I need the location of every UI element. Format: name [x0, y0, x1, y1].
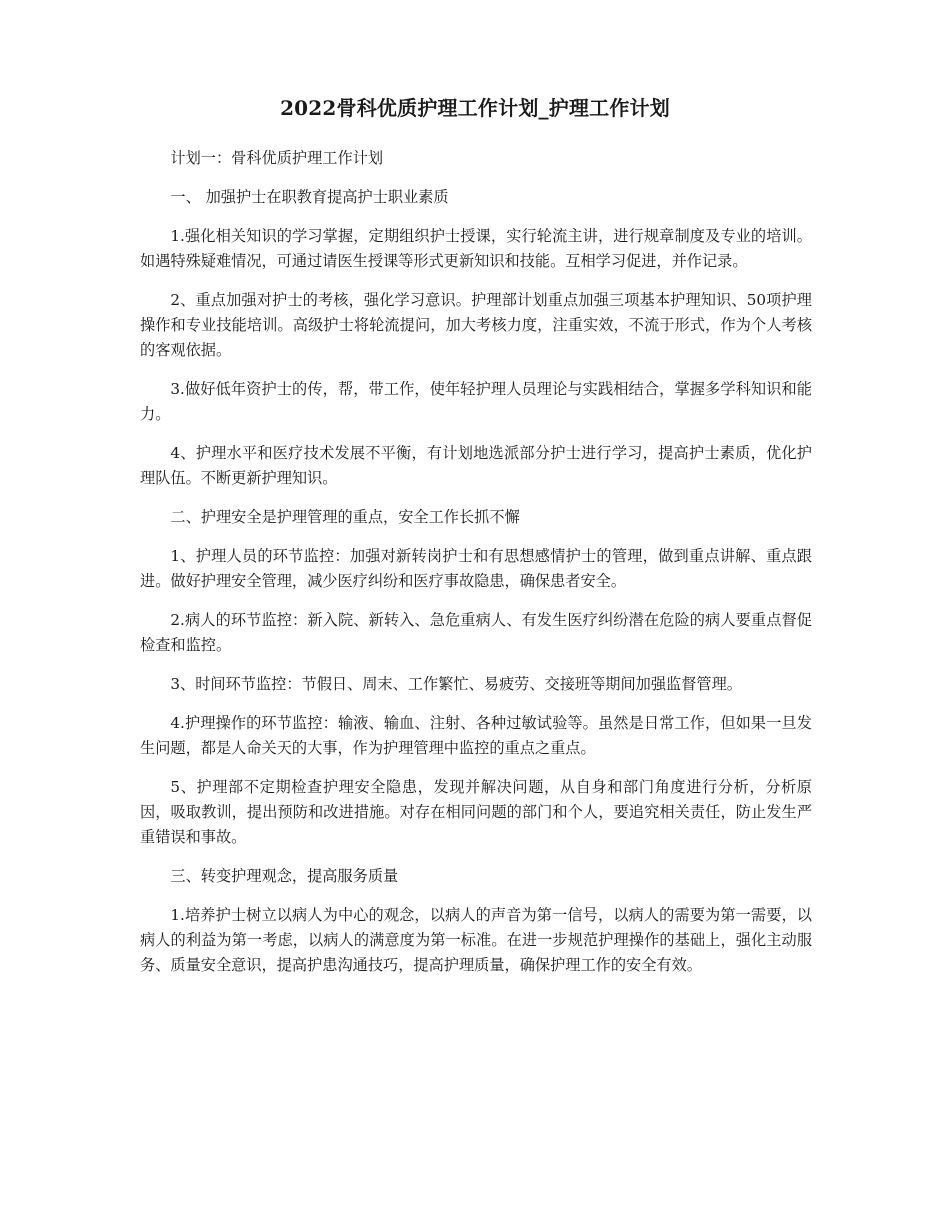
paragraph-1-4: 4、护理水平和医疗技术发展不平衡，有计划地选派部分护士进行学习，提高护士素质，优化护理队伍。不断更新护理知识。	[140, 444, 812, 487]
section-heading-3: 三、转变护理观念，提高服务质量	[170, 867, 399, 885]
paragraph-2-2: 2.病人的环节监控：新入院、新转入、急危重病人、有发生医疗纠纷潜在危险的病人要重点督促检查和监控。	[140, 611, 812, 654]
document-title: 2022骨科优质护理工作计划_护理工作计划	[280, 96, 670, 120]
section-heading-2: 二、护理安全是护理管理的重点，安全工作长抓不懈	[170, 508, 520, 526]
paragraph-2-5: 5、护理部不定期检查护理安全隐患，发现并解决问题，从自身和部门角度进行分析，分析原因，吸取教训，提出预防和改进措施。对存在相同问题的部门和个人，要追究相关责任，防止发生严重错误和事故。	[140, 778, 812, 846]
paragraph-2-1: 1、护理人员的环节监控：加强对新转岗护士和有思想感情护士的管理，做到重点讲解、重点跟进。做好护理安全管理，减少医疗纠纷和医疗事故隐患，确保患者安全。	[140, 547, 812, 590]
paragraph-1-1: 1.强化相关知识的学习掌握，定期组织护士授课，实行轮流主讲，进行规章制度及专业的培训。如遇特殊疑难情况，可通过请医生授课等形式更新知识和技能。互相学习促进，并作记录。	[140, 227, 812, 270]
paragraph-2-3: 3、时间环节监控：节假日、周末、工作繁忙、易疲劳、交接班等期间加强监督管理。	[170, 675, 742, 693]
paragraph-1-3: 3.做好低年资护士的传，帮，带工作，使年轻护理人员理论与实践相结合，掌握多学科知识和能力。	[140, 380, 812, 423]
paragraph-2-4: 4.护理操作的环节监控：输液、输血、注射、各种过敏试验等。虽然是日常工作，但如果一旦发生问题，都是人命关天的大事，作为护理管理中监控的重点之重点。	[140, 714, 812, 757]
paragraph-1-2: 2、重点加强对护士的考核，强化学习意识。护理部计划重点加强三项基本护理知识、50项护理操作和专业技能培训。高级护士将轮流提问，加大考核力度，注重实效，不流于形式，作为个人考核的客观依据。	[140, 291, 812, 359]
plan-heading: 计划一：骨科优质护理工作计划	[170, 149, 384, 167]
document-body	[140, 146, 812, 992]
section-heading-1: 一、 加强护士在职教育提高护士职业素质	[170, 188, 449, 206]
paragraph-3-1: 1.培养护士树立以病人为中心的观念，以病人的声音为第一信号，以病人的需要为第一需要，以病人的利益为第一考虑，以病人的满意度为第一标准。在进一步规范护理操作的基础上，强化主动服务、质量安全意识，提高护患沟通技巧，提高护理质量，确保护理工作的安全有效。	[140, 906, 812, 974]
